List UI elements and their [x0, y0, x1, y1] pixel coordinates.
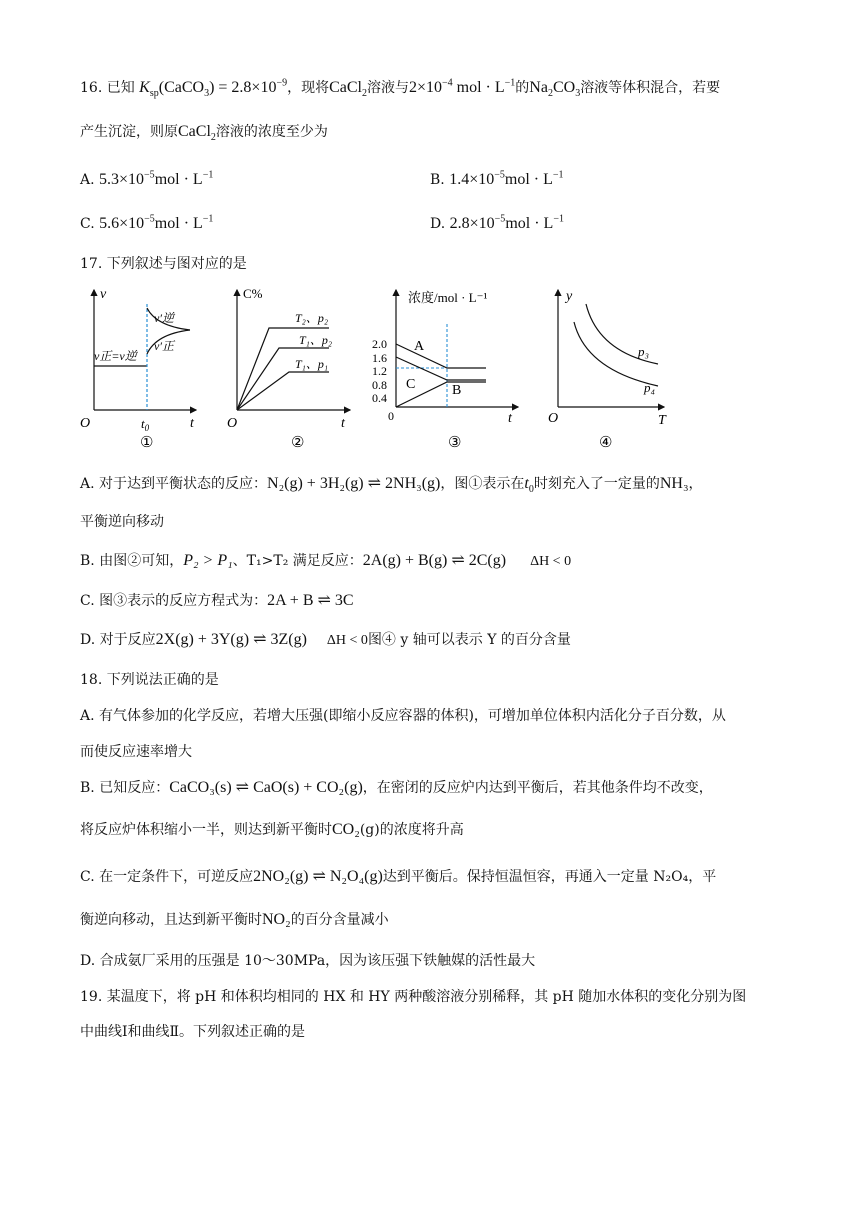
q19-line1: 19. 某温度下，将 pH 和体积均相同的 HX 和 HY 两种酸溶液分别稀释，其 pH 随加水体积的变化分别为图 [80, 989, 747, 1005]
q17-option-d[interactable] [80, 630, 571, 651]
fig3-x-label: t [508, 411, 512, 426]
fig1-v-reverse: v′逆 [154, 311, 174, 325]
text: 的百分含量减小 [290, 912, 389, 928]
fig2-curve2-label: T₁、p₂ [299, 333, 333, 347]
q16-number-text: 16. 已知 [80, 80, 135, 96]
nh3-formula: NH₃ [659, 475, 689, 492]
text: 衡逆向移动，且达到新平衡时 [80, 912, 262, 928]
q16-text-c: 溶液与 [366, 80, 409, 96]
fig1-x-label: t [190, 416, 194, 431]
no2-formula: NO₂ [262, 911, 291, 928]
text: C. 图③表示的反应方程式为： [80, 593, 268, 609]
fig3-label-c: C [406, 377, 416, 392]
text: 图④ y 轴可以表示 Y 的百分含量 [367, 632, 571, 648]
q16-text-e: 溶液等体积混合，若要 [580, 80, 721, 96]
q18-option-a[interactable]: A. 有气体参加的化学反应，若增大压强(即缩小反应容器的体积)，可增加单位体积内活化分子百分数，从 [80, 708, 726, 724]
figure-4 [546, 282, 671, 452]
t0-symbol: $t_0$ [524, 475, 534, 496]
q17-option-c[interactable] [80, 591, 354, 611]
text: (g)的浓度将升高 [359, 822, 464, 838]
text: 、T₁>T₂ 满足反应： [232, 553, 363, 569]
equation: 2X(g) + 3Y(g) ⇌ 3Z(g) [155, 631, 307, 648]
text: 将反应炉体积缩小一半，则达到新平衡时 [80, 822, 332, 838]
fig2-curve1-label: T₂、p₂ [295, 311, 329, 325]
q16-option-b[interactable] [430, 170, 564, 190]
na2co3-concentration: $2\times 10^{-4}$ mol · $L^{-1}$ [408, 77, 516, 96]
fig4-x-label: T [658, 413, 666, 428]
option-value: $1.4\times 10^{-5}mol \cdot L^{-1}$ [449, 169, 564, 188]
fig3-number: ③ [448, 435, 462, 451]
fig3-tick-1.6: 1.6 [372, 351, 387, 365]
option-label: B. [430, 172, 445, 188]
q16-option-c[interactable] [80, 214, 213, 234]
fig3-tick-0.4: 0.4 [372, 391, 387, 405]
q18-option-d[interactable]: D. 合成氨厂采用的压强是 10～30MPa，因为该压强下铁触媒的活性最大 [80, 953, 536, 969]
text: 时刻充入了一定量的 [533, 476, 660, 492]
fig1-t0-label: $t_0$ [141, 416, 150, 433]
equation: N₂(g) + 3H₂(g) ⇌ 2NH₃(g) [267, 475, 441, 492]
q17-option-b[interactable] [80, 551, 571, 572]
fig3-origin: 0 [388, 409, 394, 423]
option-label: D. [430, 216, 446, 232]
figure-3 [368, 282, 528, 452]
fig3-tick-2.0: 2.0 [372, 337, 387, 351]
fig2-x-label: t [341, 416, 345, 431]
fig3-label-b: B [452, 383, 462, 398]
text: D. 对于反应 [80, 632, 156, 648]
q17-option-a-line2: 平衡逆向移动 [80, 514, 164, 530]
figure-1 [78, 282, 203, 452]
fig4-y-label: y [566, 289, 573, 304]
q16-line2 [80, 122, 328, 142]
text: 达到平衡后。保持恒温恒容，再通入一定量 N₂O₄，平 [382, 869, 717, 885]
fig4-origin: O [548, 411, 559, 426]
q18-option-b-line2 [80, 820, 464, 840]
na2co3-formula: $Na_2CO_3$ [529, 79, 581, 100]
co2-formula: CO₂ [332, 821, 360, 838]
q16-line1 [80, 78, 720, 98]
q17-option-a[interactable] [80, 474, 703, 494]
text: ， [688, 476, 703, 492]
fig1-origin: O [80, 416, 91, 431]
fig3-tick-1.2: 1.2 [372, 364, 387, 378]
fig1-y-label: v [100, 287, 107, 302]
option-value: $5.3\times 10^{-5}mol \cdot L^{-1}$ [99, 169, 214, 188]
q16-line2-b: 溶液的浓度至少为 [215, 124, 328, 140]
fig2-y-label: C% [243, 286, 263, 301]
q16-text-d: 的 [515, 80, 530, 96]
q17-stem: 17. 下列叙述与图对应的是 [80, 256, 247, 272]
fig2-number: ② [291, 435, 305, 451]
option-label: A. [80, 172, 95, 188]
fig2-curve3-label: T₁、p₁ [295, 357, 329, 371]
figure-2 [225, 282, 360, 452]
q18-stem: 18. 下列说法正确的是 [80, 672, 219, 688]
text: A. 对于达到平衡状态的反应： [80, 476, 268, 492]
fig3-label-a: A [414, 339, 425, 354]
option-value: $2.8\times 10^{-5}mol \cdot L^{-1}$ [449, 213, 564, 232]
option-label: C. [80, 216, 95, 232]
pressure-relation: P₂ > P₁ [183, 552, 233, 569]
fig1-v-forward: v′正 [154, 339, 174, 353]
q19-line2: 中曲线Ⅰ和曲线Ⅱ。下列叙述正确的是 [80, 1024, 306, 1040]
equation: 2A(g) + B(g) ⇌ 2C(g) [362, 552, 507, 569]
cacl2-formula-2: CaCl$_2$ [178, 123, 216, 144]
fig2-origin: O [227, 416, 238, 431]
delta-h: ΔH < 0 [530, 554, 572, 569]
q18-option-a-line2: 而使反应速率增大 [80, 744, 192, 760]
fig4-p4-label: p₄ [644, 380, 656, 395]
fig4-number: ④ [599, 435, 613, 451]
equation: CaCO₃(s) ⇌ CaO(s) + CO₂(g) [169, 779, 363, 796]
q16-text-b: ，现将 [287, 80, 330, 96]
fig3-tick-0.8: 0.8 [372, 378, 387, 392]
option-value: $5.6\times 10^{-5}mol \cdot L^{-1}$ [99, 213, 214, 232]
delta-h: ΔH < 0 [326, 633, 368, 648]
fig3-y-label: 浓度/mol · L⁻¹ [408, 290, 488, 305]
text: C. 在一定条件下，可逆反应 [80, 869, 254, 885]
q16-option-a[interactable] [80, 170, 213, 190]
q18-option-c-line2 [80, 910, 389, 930]
equation: 2NO₂(g) ⇌ N₂O₄(g) [253, 868, 383, 885]
q16-line2-a: 产生沉淀，则原 [80, 124, 178, 140]
ksp-expression: $K_{sp}(CaCO_3) = 2.8\times 10^{-9}$ [139, 77, 288, 100]
q18-option-c[interactable] [80, 867, 716, 887]
fig1-eq-label: v正=v逆 [94, 349, 137, 363]
q18-option-b[interactable] [80, 778, 713, 798]
cacl2-formula: CaCl$_2$ [329, 79, 367, 100]
fig1-number: ① [140, 435, 154, 451]
equation: 2A + B ⇌ 3C [267, 592, 354, 609]
fig4-p3-label: p₃ [638, 344, 650, 359]
text: ，图①表示在 [440, 476, 525, 492]
text: ，在密闭的反应炉内达到平衡后，若其他条件均不改变， [362, 780, 713, 796]
q16-option-d[interactable] [430, 214, 564, 234]
text: B. 已知反应： [80, 780, 170, 796]
text: B. 由图②可知， [80, 553, 184, 569]
